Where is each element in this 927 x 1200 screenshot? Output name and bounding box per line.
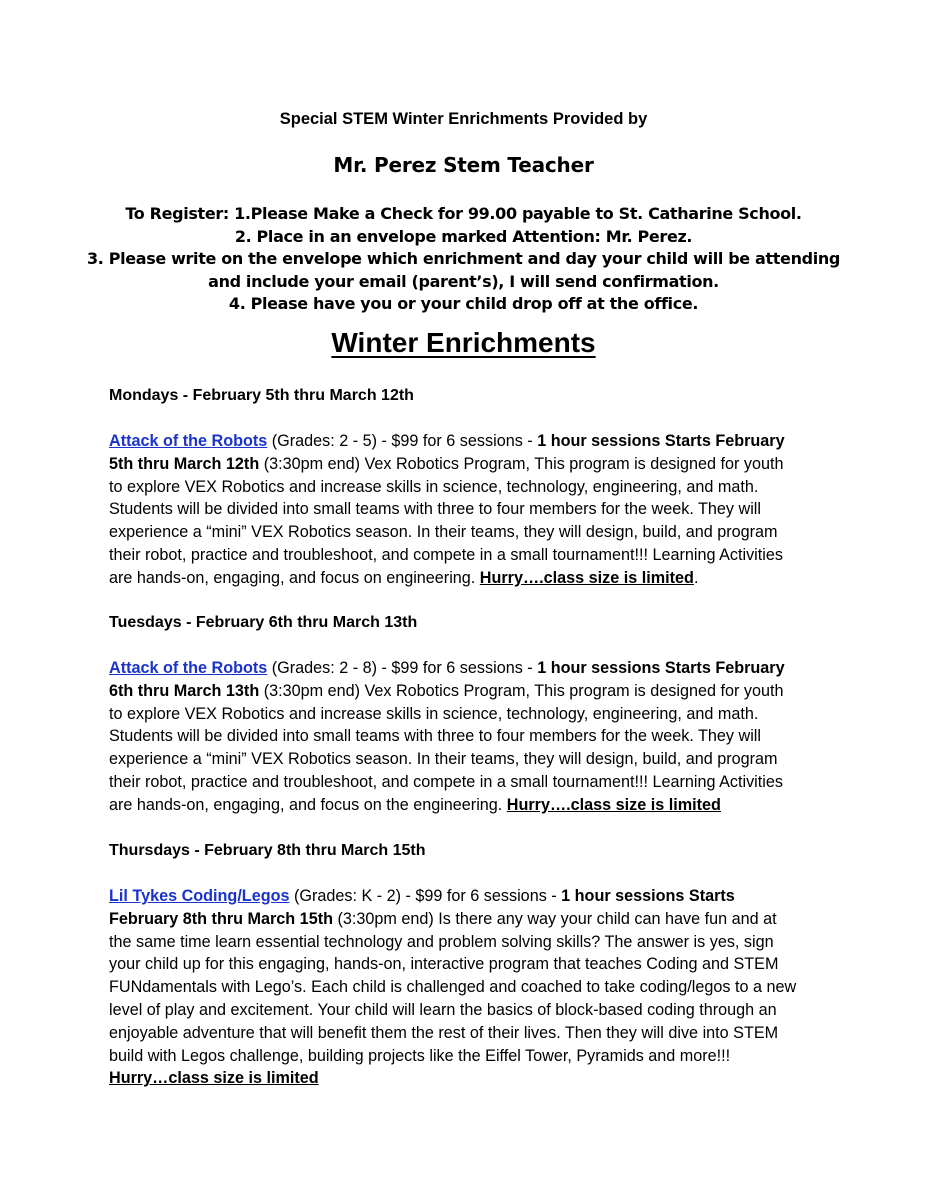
para-line: [109, 430, 839, 453]
para-text: are hands-on, engaging, and focus on engineering.: [109, 568, 480, 587]
grades-text: (Grades: K - 2) - $99 for 6 sessions -: [289, 887, 562, 905]
para-line: FUNdamentals with Lego’s. Each child is challenged and coached to take coding/legos to a new: [109, 978, 797, 997]
para-line: build with Legos challenge, building projects like the Eiffel Tower, Pyramids and more!!!: [109, 1046, 731, 1065]
program-link-attack-of-the-robots-tue[interactable]: Attack of the Robots: [109, 659, 268, 677]
session-info: 1 hour sessions Starts February: [537, 659, 785, 677]
para-line: enjoyable adventure that will benefit them the rest of their lives. Then they will dive into STEM: [109, 1023, 779, 1042]
hurry-notice: Hurry…class size is limited: [109, 1069, 319, 1088]
para-line: [109, 794, 839, 817]
para-line: Students will be divided into small teams with three to four members for the week. They will: [109, 727, 761, 746]
para-line: [109, 885, 839, 908]
program-description-tuesdays: [109, 657, 839, 817]
page-title: Winter Enrichments: [331, 327, 596, 358]
day-heading-tuesdays: Tuesdays - February 6th thru March 13th: [109, 614, 418, 631]
day-heading-thursdays: Thursdays - February 8th thru March 15th: [109, 842, 426, 859]
program-description-mondays: [109, 430, 839, 590]
grades-text: (Grades: 2 - 5) - $99 for 6 sessions -: [267, 432, 538, 450]
para-line: the same time learn essential technology and problem solving skills? The answer is yes, sign: [109, 932, 774, 951]
register-line-4: and include your email (parent’s), I will send confirmation.: [208, 271, 719, 291]
para-line: their robot, practice and troubleshoot, and compete in a small tournament!!! Learning Activities: [109, 772, 783, 791]
register-line-3: 3. Please write on the envelope which enrichment and day your child will be attending: [87, 249, 840, 268]
hurry-notice: Hurry….class size is limited: [479, 568, 694, 587]
para-text: (3:30pm end) Vex Robotics Program, This program is designed for youth: [259, 681, 784, 700]
registration-instructions: [0, 203, 927, 316]
day-heading-mondays: Mondays - February 5th thru March 12th: [109, 387, 414, 404]
para-line: [109, 657, 839, 680]
program-description-thursdays: [109, 885, 839, 1090]
register-line-2: 2. Place in an envelope marked Attention: Mr. Perez.: [234, 226, 693, 246]
para-line: [109, 453, 839, 476]
para-line: to explore VEX Robotics and increase skills in science, technology, engineering, and math.: [109, 477, 759, 496]
para-line: Students will be divided into small teams with three to four members for the week. They will: [109, 500, 761, 519]
header-provided-by: Special STEM Winter Enrichments Provided by: [279, 110, 648, 128]
date-range: 6th thru March 13th: [109, 681, 260, 700]
para-text: (3:30pm end) Is there any way your child can have fun and at: [332, 909, 777, 928]
para-line: [109, 567, 839, 590]
date-range: 5th thru March 12th: [109, 454, 260, 473]
hurry-notice: Hurry….class size is limited: [506, 795, 721, 814]
para-line: experience a “mini” VEX Robotics season. In their teams, they will design, build, and program: [109, 750, 778, 769]
para-line: level of play and excitement. Your child will learn the basics of block-based coding through an: [109, 1000, 777, 1019]
session-info: 1 hour sessions Starts February: [537, 432, 785, 450]
para-end: .: [693, 568, 699, 587]
grades-text: (Grades: 2 - 8) - $99 for 6 sessions -: [267, 659, 538, 677]
para-line: your child up for this engaging, hands-on, interactive program that teaches Coding and STEM: [109, 955, 779, 974]
para-line: their robot, practice and troubleshoot, and compete in a small tournament!!! Learning Activities: [109, 545, 783, 564]
para-line: to explore VEX Robotics and increase skills in science, technology, engineering, and math.: [109, 704, 759, 723]
register-line-1: To Register: 1.Please Make a Check for 99.00 payable to St. Catharine School.: [125, 204, 802, 223]
para-line: [109, 1067, 839, 1090]
program-link-attack-of-the-robots-mon[interactable]: Attack of the Robots: [109, 432, 268, 450]
para-line: experience a “mini” VEX Robotics season. In their teams, they will design, build, and program: [109, 523, 778, 542]
date-range: February 8th thru March 15th: [109, 909, 333, 928]
para-text: are hands-on, engaging, and focus on the engineering.: [109, 795, 507, 814]
para-text: (3:30pm end) Vex Robotics Program, This program is designed for youth: [259, 454, 784, 473]
register-line-5: 4. Please have you or your child drop off at the office.: [228, 294, 699, 313]
para-line: [109, 680, 839, 703]
header-teacher: Mr. Perez Stem Teacher: [333, 153, 594, 177]
para-line: [109, 908, 839, 931]
session-info: 1 hour sessions Starts: [561, 887, 735, 905]
program-link-lil-tykes-coding-legos[interactable]: Lil Tykes Coding/Legos: [109, 887, 290, 905]
